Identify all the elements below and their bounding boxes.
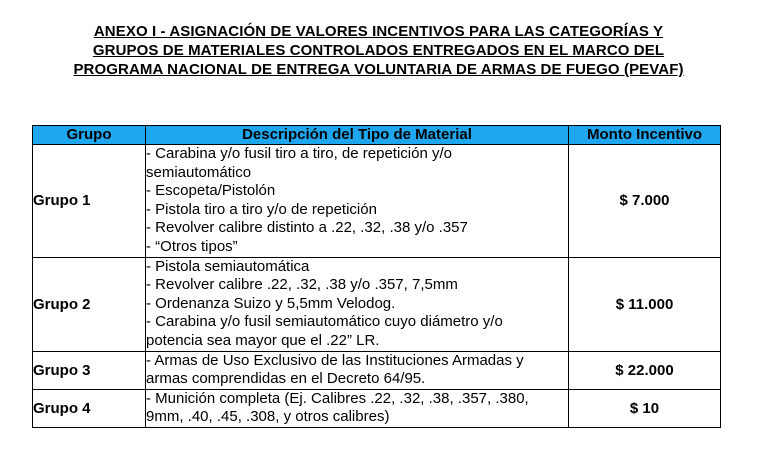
description-line: - Munición completa (Ej. Calibres .22, .32, .38, .357, .380, [146, 389, 529, 407]
description-cell [146, 257, 569, 351]
table-row [33, 351, 721, 389]
group-cell: Grupo 3 [33, 351, 146, 389]
description-line: - Carabina y/o fusil semiautomático cuyo diámetro y/o [146, 313, 503, 331]
table-row [33, 145, 721, 258]
description-line: - Revolver calibre distinto a .22, .32, .38 y/o .357 [146, 219, 468, 237]
amount-cell: $ 7.000 [569, 145, 721, 258]
description-line: - Carabina y/o fusil tiro a tiro, de repetición y/o [146, 145, 452, 162]
amount-cell: $ 11.000 [569, 257, 721, 351]
group-cell: Grupo 2 [33, 257, 146, 351]
description-line: - Armas de Uso Exclusivo de las Instituciones Armadas y [146, 351, 524, 369]
title-line: PROGRAMA NACIONAL DE ENTREGA VOLUNTARIA DE ARMAS DE FUEGO (PEVAF) [73, 61, 684, 78]
description-line: - Escopeta/Pistolón [146, 182, 276, 200]
description-line: 9mm, .40, .45, .308, y otros calibres) [146, 408, 390, 426]
description-cell [146, 389, 569, 427]
description-line: - Revolver calibre .22, .32, .38 y/o .357, 7,5mm [146, 276, 458, 294]
document-title [40, 22, 717, 79]
description-cell [146, 351, 569, 389]
title-line: ANEXO I - ASIGNACIÓN DE VALORES INCENTIVOS PARA LAS CATEGORÍAS Y [93, 23, 664, 40]
incentive-table [32, 125, 721, 428]
table-row [33, 389, 721, 427]
description-line: - “Otros tipos” [146, 237, 238, 255]
amount-cell: $ 10 [569, 389, 721, 427]
header-description: Descripción del Tipo de Material [146, 126, 569, 145]
description-line: - Pistola tiro a tiro y/o de repetición [146, 200, 377, 218]
table-row [33, 257, 721, 351]
title-line: GRUPOS DE MATERIALES CONTROLADOS ENTREGADOS EN EL MARCO DEL [92, 42, 665, 59]
table-header-row [33, 126, 721, 145]
description-cell [146, 145, 569, 258]
description-line: - Ordenanza Suizo y 5,5mm Velodog. [146, 294, 396, 312]
amount-cell: $ 22.000 [569, 351, 721, 389]
description-line: semiautomático [146, 163, 252, 181]
header-group: Grupo [33, 126, 146, 145]
header-amount: Monto Incentivo [569, 126, 721, 145]
description-line: armas comprendidas en el Decreto 64/95. [146, 370, 426, 388]
description-line: - Pistola semiautomática [146, 257, 310, 275]
group-cell: Grupo 1 [33, 145, 146, 258]
group-cell: Grupo 4 [33, 389, 146, 427]
description-line: potencia sea mayor que el .22” LR. [146, 331, 380, 349]
